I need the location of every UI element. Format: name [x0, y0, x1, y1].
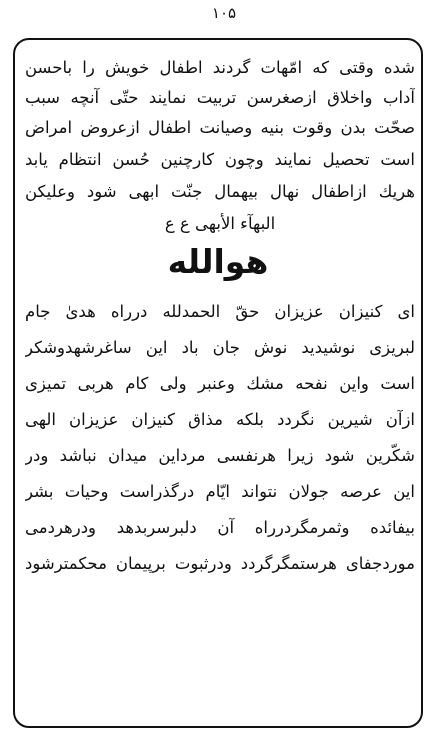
text-line: ازآن شیرین نگردد بلکه مذاق کنیزان عزیزان الهی	[25, 410, 415, 429]
text-line: ای کنیزان عزیزان حقّ الحمدلله درراه هدیٰ جام	[25, 302, 415, 321]
signature-line: البهآء الأبهی ع ع	[164, 214, 276, 233]
text-line: صحّت بدن وقوت بنیه وصیانت اطفال ازعروض امراض	[25, 118, 415, 137]
text-frame	[13, 38, 423, 728]
text-line: موردجفای هرستمگرگردد ودرثبوت برپیمان محکمترشود	[25, 554, 415, 573]
text-line: است تحصیل نمایند وچون کارچنین حُسن انتظام یابد	[25, 150, 415, 169]
text-line: لبریزی نوشیدید نوش جان باد این ساغرشهدوشکر	[25, 338, 415, 357]
page-number: ۱۰۵	[211, 4, 237, 22]
text-line: این عرصه جولان نتواند ایّام درگذراست وحیات بشر	[25, 482, 415, 501]
text-line: آداب واخلاق ازصغرسن تربیت نمایند حتّی آنچه سبب	[25, 88, 415, 107]
text-line: شده وقتی که امّهات گردند اطفال خویش را باحسن	[25, 58, 415, 77]
text-line: هریك ازاطفال نهال بیهمال جنّت ابهی شود وعلیکن	[25, 182, 415, 201]
text-line: است واین نفحه مشك وعنبر ولی کام هربی تمیزی	[25, 374, 415, 393]
text-line: شکّرین شود زیرا هرنفسی مرداین میدان نباشد ودر	[25, 446, 415, 465]
text-line: بیفائده وثمرمگردرراه آن دلبرسربدهد ودرهردمی	[25, 518, 415, 537]
invocation-heading: هوالله	[167, 242, 269, 281]
